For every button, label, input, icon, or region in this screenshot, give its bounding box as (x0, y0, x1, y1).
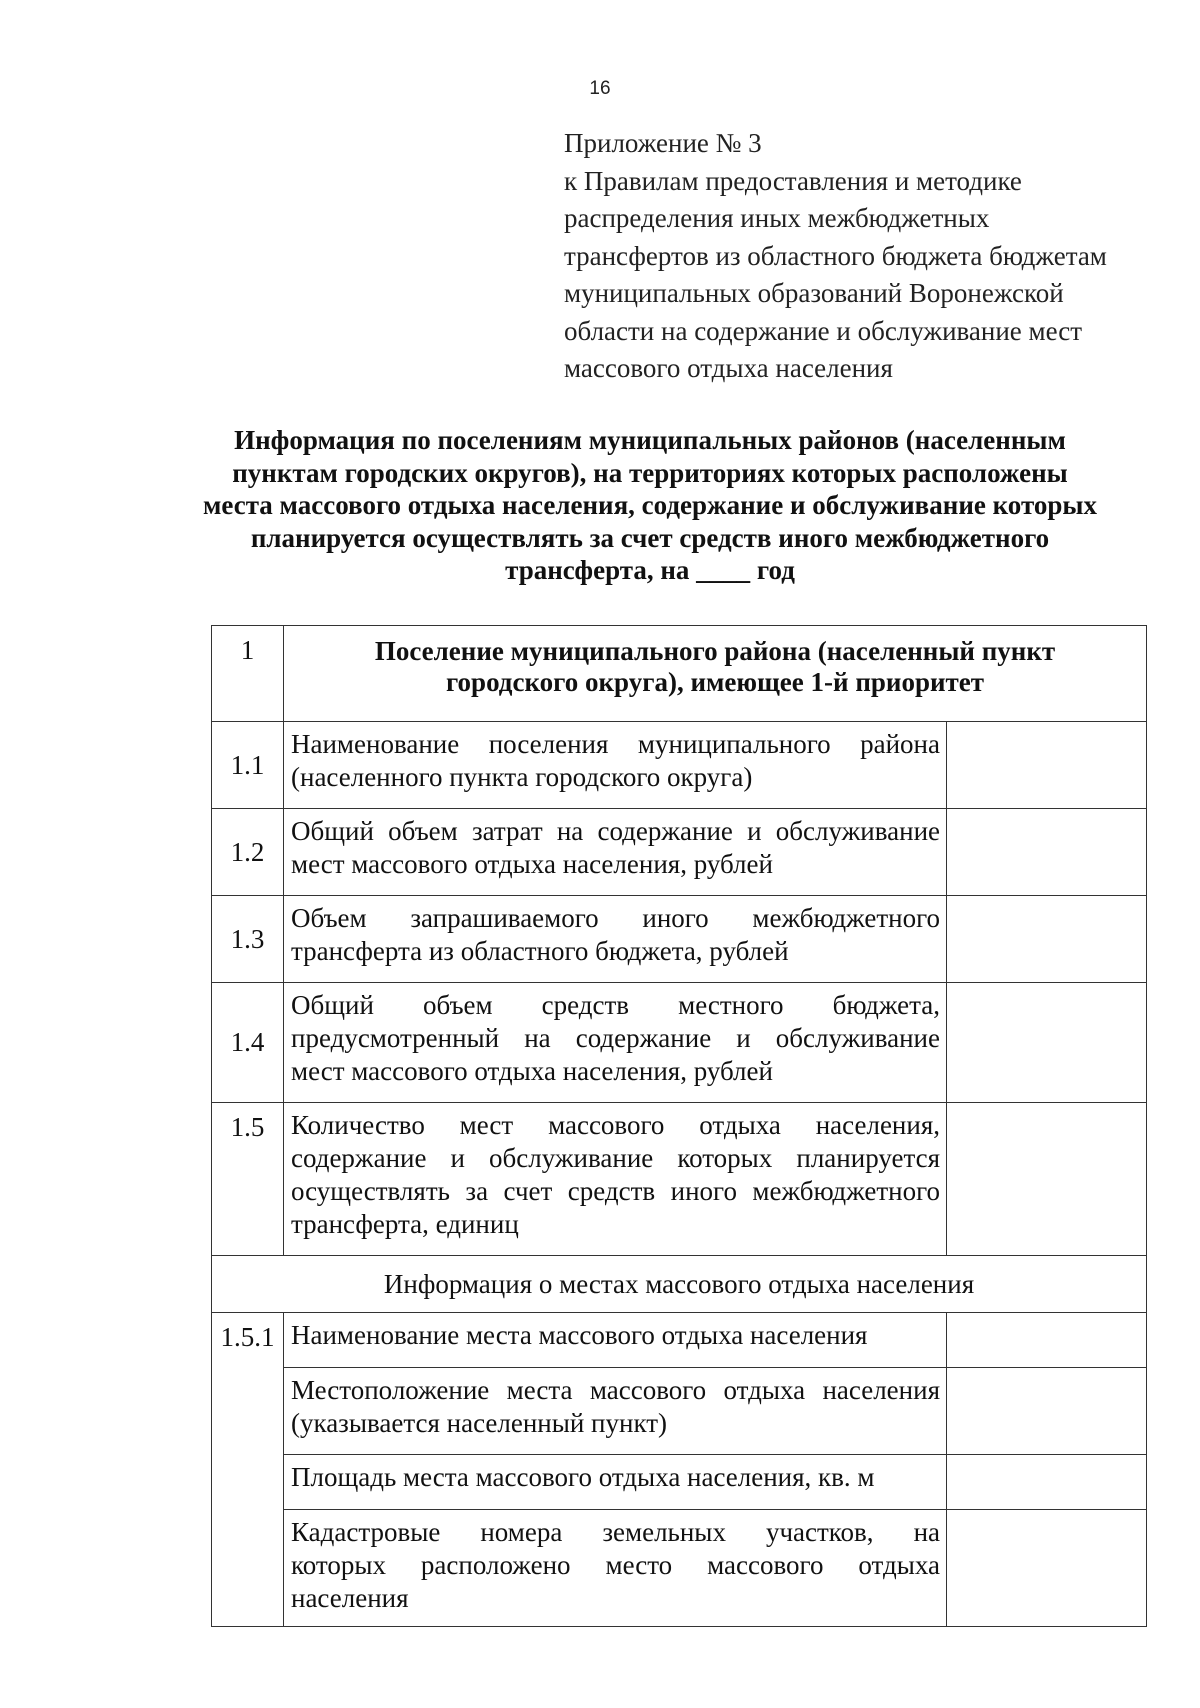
appendix-line: к Правилам предоставления и методике (564, 165, 1022, 196)
appendix-line: массового отдыха населения (564, 353, 893, 383)
row-value-cell[interactable] (947, 1455, 1147, 1510)
appendix-line: области на содержание и обслуживание мест (564, 315, 1083, 346)
row-description-cell (284, 722, 947, 809)
row-description-line: Объем запрашиваемого иного межбюджетного (291, 903, 940, 933)
title-line: пунктам городских округов), на территориях которых расположены (232, 457, 1068, 488)
row-description-cell (284, 983, 947, 1103)
row-description-line: Местоположение места массового отдыха населения (291, 1375, 940, 1405)
row-description-cell (284, 1313, 947, 1368)
row-description-line: содержание и обслуживание которых планируется (291, 1143, 940, 1173)
row-number-cell: 1.4 (212, 983, 284, 1103)
row-description-line: Наименование поселения муниципального района (291, 729, 940, 759)
section-header-cell: Информация о местах массового отдыха населения (212, 1256, 1147, 1313)
row-value-cell[interactable] (947, 1313, 1147, 1368)
row-description-cell (284, 1103, 947, 1256)
row-description-line: которых расположено место массового отдыха (291, 1550, 940, 1580)
row-number-cell: 1.3 (212, 896, 284, 983)
row-value-cell[interactable] (947, 983, 1147, 1103)
row-description-line: мест массового отдыха населения, рублей (291, 1056, 773, 1086)
row-value-cell[interactable] (947, 722, 1147, 809)
section-header-row (212, 1256, 1147, 1313)
appendix-line: Приложение № 3 (564, 128, 762, 158)
table-row (212, 1313, 1147, 1368)
row-description-line: Общий объем средств местного бюджета, (291, 990, 940, 1020)
row-description-cell (284, 896, 947, 983)
appendix-line: трансфертов из областного бюджета бюджетам (564, 240, 1107, 271)
table-row (212, 1455, 1147, 1510)
row-value-cell[interactable] (947, 809, 1147, 896)
header-title-cell (284, 626, 1147, 722)
header-title-line: Поселение муниципального района (населенный пункт (374, 636, 1056, 666)
subgroup-number-cell: 1.5.1 (212, 1313, 284, 1627)
page-number: 16 (589, 78, 611, 99)
row-number-cell: 1.2 (212, 809, 284, 896)
table-row (212, 1103, 1147, 1256)
document-title (150, 424, 1150, 587)
information-table (211, 625, 1147, 1627)
row-description-line: мест массового отдыха населения, рублей (291, 849, 773, 879)
header-title-line: городского округа), имеющее 1-й приоритет (445, 667, 985, 697)
table-row (212, 1368, 1147, 1455)
table-row (212, 1510, 1147, 1627)
table-row (212, 722, 1147, 809)
title-line: планируется осуществлять за счет средств иного межбюджетного (250, 522, 1050, 553)
row-number-cell: 1.5 (212, 1103, 284, 1256)
row-description-line: Кадастровые номера земельных участков, на (291, 1517, 940, 1547)
row-description-line: Площадь места массового отдыха населения, кв. м (291, 1462, 875, 1492)
row-description-line: осуществлять за счет средств иного межбюджетного (291, 1176, 940, 1206)
row-description-line: предусмотренный на содержание и обслуживание (291, 1023, 940, 1053)
row-value-cell[interactable] (947, 1368, 1147, 1455)
row-value-cell[interactable] (947, 1103, 1147, 1256)
table-row (212, 896, 1147, 983)
title-line: трансферта, на ____ год (505, 555, 795, 585)
row-description-cell (284, 809, 947, 896)
table-row (212, 809, 1147, 896)
row-description-line: Общий объем затрат на содержание и обслуживание (291, 816, 940, 846)
header-number-cell: 1 (212, 626, 284, 722)
row-description-line: Количество мест массового отдыха населения, (291, 1110, 940, 1140)
row-description-line: населения (291, 1583, 409, 1613)
row-description-line: трансферта, единиц (291, 1209, 519, 1239)
row-description-line: (населенного пункта городского округа) (291, 762, 753, 792)
row-description-line: трансферта из областного бюджета, рублей (291, 936, 789, 966)
row-description-line: (указывается населенный пункт) (291, 1408, 668, 1438)
row-description-cell (284, 1455, 947, 1510)
row-number-cell: 1.1 (212, 722, 284, 809)
row-description-cell (284, 1510, 947, 1627)
row-description-line: Наименование места массового отдыха населения (291, 1320, 868, 1350)
appendix-heading (564, 125, 1164, 388)
appendix-line: муниципальных образований Воронежской (564, 278, 1064, 308)
row-value-cell[interactable] (947, 896, 1147, 983)
title-line: места массового отдыха населения, содержание и обслуживание которых (203, 490, 1097, 520)
row-value-cell[interactable] (947, 1510, 1147, 1627)
table-row (212, 983, 1147, 1103)
row-description-cell (284, 1368, 947, 1455)
table-header-row (212, 626, 1147, 722)
appendix-line: распределения иных межбюджетных (564, 203, 990, 233)
title-line: Информация по поселениям муниципальных районов (населенным (234, 425, 1066, 455)
